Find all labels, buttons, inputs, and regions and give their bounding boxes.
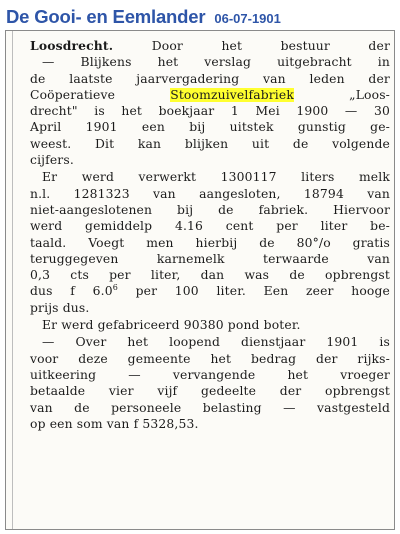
article-line-text: dus f 6.0	[30, 284, 113, 299]
article-line: werd gemiddelp 4.16 cent per liter be-	[30, 219, 390, 234]
article-line: prijs dus.	[30, 300, 90, 315]
article-line: 0,3 cts per liter, dan was de opbrengst	[30, 268, 390, 283]
article-first-line-text: Door het bestuur der	[151, 39, 390, 53]
article-line-text: „Loos-	[294, 87, 391, 102]
article-line: op een som van f 5328,53.	[30, 416, 199, 431]
article-line	[30, 283, 390, 299]
masthead	[6, 6, 281, 30]
article-line	[30, 87, 390, 103]
article-line: April 1901 een bij uitstek gunstig ge-	[30, 120, 390, 135]
article-line: — Blijkens het verslag uitgebracht in	[42, 55, 390, 70]
article-line: voor deze gemeente het bedrag der rijks-	[30, 351, 390, 366]
article-line: Er werd gefabriceerd 90380 pond boter.	[42, 318, 301, 333]
article-line: taald. Voegt men hierbij de 80°/o gratis	[30, 235, 390, 250]
article-headline: Loosdrecht.	[30, 38, 114, 53]
article-line: van de personeele belasting — vastgesteld	[30, 400, 390, 415]
article-line: n.l. 1281323 van aangesloten, 18794 van	[30, 186, 390, 201]
article-line: — Over het loopend dienstjaar 1901 is	[42, 335, 390, 350]
article-line: cijfers.	[30, 153, 74, 168]
search-highlight: Stoomzuivelfabriek	[170, 87, 294, 102]
article-line-text: per 100 liter. Een zeer hooge	[117, 284, 390, 299]
article-line: betaalde vier vijf gedeelte der opbrengst	[30, 384, 390, 399]
article-line: uitkeering — vervangende het vroeger	[30, 367, 390, 382]
article-body	[30, 38, 390, 432]
newspaper-title: De Gooi- en Eemlander	[6, 6, 206, 27]
article-line: niet-aangeslotenen bij de fabriek. Hiervoor	[30, 202, 390, 217]
article-line-text: Coöperatieve	[30, 87, 171, 102]
article-first-line	[30, 38, 390, 54]
article-line: Er werd verwerkt 1300117 liters melk	[42, 170, 390, 185]
publication-date: 06-07-1901	[214, 11, 281, 26]
article-line: drecht" is het boekjaar 1 Mei 1900 — 30	[30, 104, 390, 119]
article-line: de laatste jaarvergadering van leden der	[30, 71, 390, 86]
article-line: teruggegeven karnemelk terwaarde van	[30, 251, 390, 266]
superscript: 6	[112, 283, 118, 293]
newspaper-clipping	[5, 30, 395, 530]
article-line: weest. Dit kan blijken uit de volgende	[30, 136, 390, 151]
